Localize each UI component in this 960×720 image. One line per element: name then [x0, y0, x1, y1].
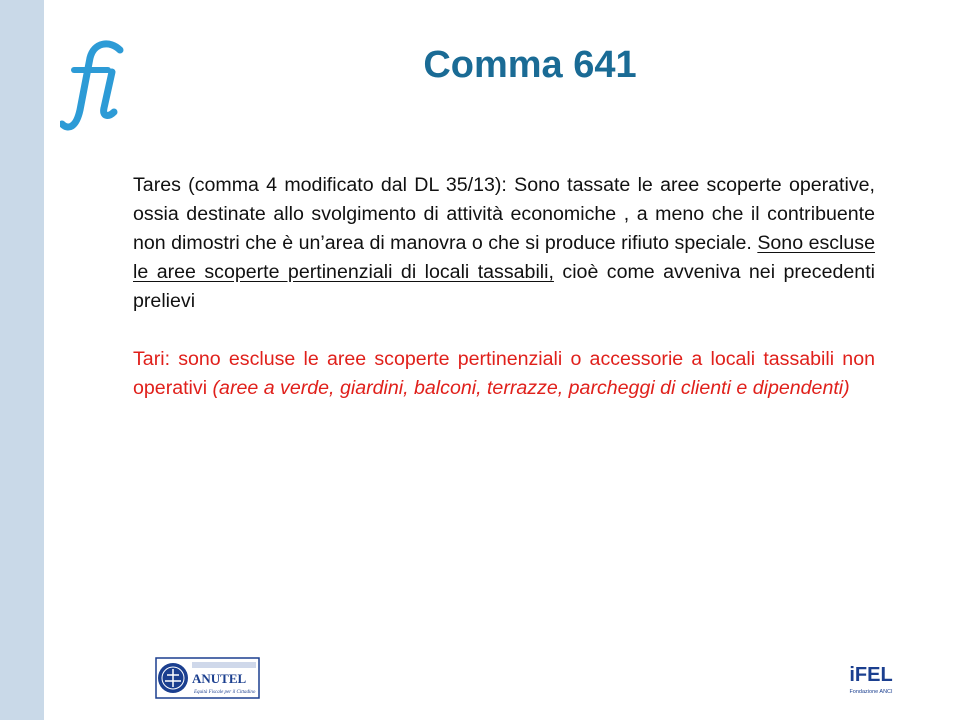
tari-paragraph [133, 345, 875, 403]
fi-logo-icon [60, 38, 124, 138]
slide-title: Comma 641 [423, 44, 637, 86]
ifel-logo-subtitle: Fondazione ANCI [849, 689, 893, 695]
tari-text: Tari: sono escluse le aree scoperte pertinenziali o accessorie a locali tassabili non operativi [133, 348, 875, 399]
ifel-logo [846, 651, 896, 701]
anutel-logo-tagline: Equità Fiscale per il Cittadino [194, 690, 256, 695]
anutel-logo-name: ANUTEL [192, 671, 247, 686]
tares-after-text: cioè come avveniva nei precedenti prelievi [133, 261, 875, 312]
ifel-logo-name: iFEL [849, 664, 893, 686]
tares-underlined-text: Sono escluse le aree scoperte pertinenziali di locali tassabili, [133, 232, 876, 283]
left-decorative-band [0, 0, 44, 720]
tares-text: Tares (comma 4 modificato dal DL 35/13): Sono tassate le aree scoperte operative, ossia destinate allo svolgimento di attività economiche , a meno che il contribuente non dimostri che è un’area di manovra o che si produce rifiuto speciale. [133, 174, 875, 254]
paragraph-spacer [133, 316, 875, 345]
tares-paragraph [133, 171, 875, 316]
tari-italic-text: (aree a verde, giardini, balconi, terrazze, parcheggi di clienti e dipendenti) [212, 377, 850, 399]
fi-logo-i-stem [104, 72, 114, 115]
slide-body [133, 171, 875, 403]
anutel-logo [155, 657, 260, 699]
